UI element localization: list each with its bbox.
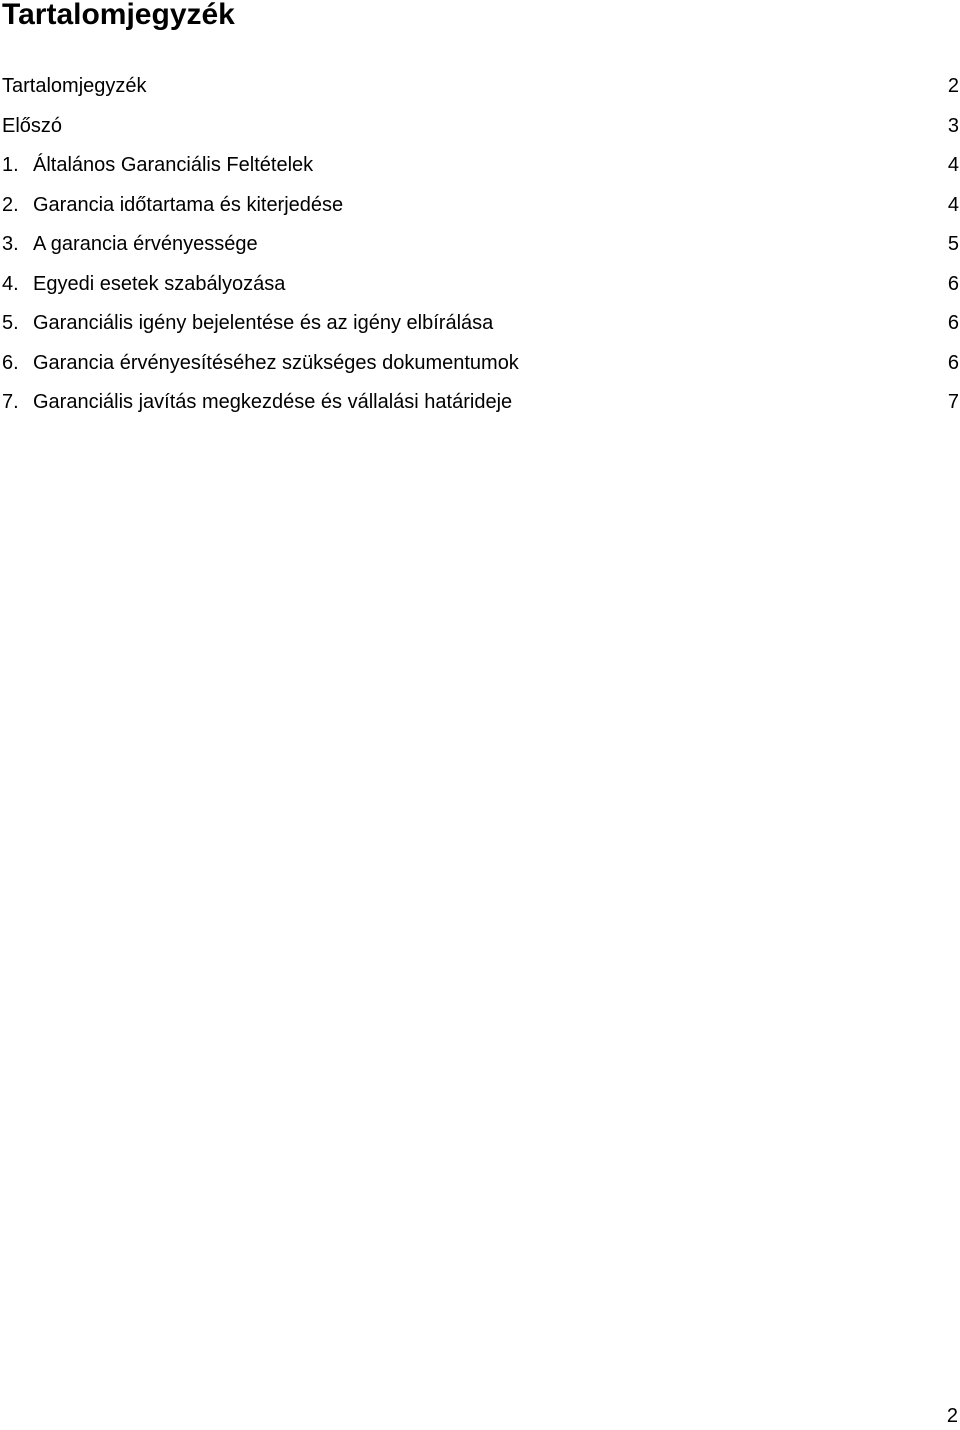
toc-entry-text: Garancia érvényesítéséhez szükséges dokumentumok xyxy=(33,351,519,374)
toc-entry-number: 1. xyxy=(2,154,19,176)
toc-entry-text: Általános Garanciális Feltételek xyxy=(33,154,314,176)
toc-entry-number: 2. xyxy=(2,193,19,216)
toc-entry-page: 5 xyxy=(947,233,959,255)
toc-entry-text: Garanciális javítás megkezdése és vállalási határideje xyxy=(33,391,513,413)
toc-entry-number: 3. xyxy=(2,233,19,255)
page-number: 2 xyxy=(946,1405,958,1427)
toc-entry-text: Tartalomjegyzék xyxy=(2,75,147,97)
toc-entry-page: 6 xyxy=(947,312,959,334)
toc-entry-page: 2 xyxy=(947,75,959,97)
page-title: Tartalomjegyzék xyxy=(2,0,235,31)
toc-entry-foreword[interactable] xyxy=(2,107,960,147)
toc-entry-section-6[interactable] xyxy=(2,344,960,384)
toc-entry-page: 4 xyxy=(947,154,959,176)
toc-entry-number: 7. xyxy=(2,391,19,413)
toc-entry-number: 5. xyxy=(2,312,19,334)
toc-entry-section-5[interactable] xyxy=(2,304,960,344)
toc-entry-section-3[interactable] xyxy=(2,225,960,265)
toc-entry-contents[interactable] xyxy=(2,67,960,107)
toc-entry-section-1[interactable] xyxy=(2,146,960,186)
toc-entry-page: 6 xyxy=(947,351,959,374)
toc-entry-section-2[interactable] xyxy=(2,186,960,226)
toc-entry-number: 4. xyxy=(2,272,19,295)
toc-entry-page: 3 xyxy=(947,114,959,137)
toc-entry-text: A garancia érvényessége xyxy=(33,233,258,255)
toc-entry-page: 4 xyxy=(947,193,959,216)
toc-entry-text: Garancia időtartama és kiterjedése xyxy=(33,193,344,216)
toc-entry-number: 6. xyxy=(2,351,19,374)
table-of-contents xyxy=(2,67,960,423)
toc-entry-text: Egyedi esetek szabályozása xyxy=(33,272,286,295)
toc-entry-text: Garanciális igény bejelentése és az igény elbírálása xyxy=(33,312,494,334)
toc-entry-page: 6 xyxy=(947,272,959,295)
toc-entry-text: Előszó xyxy=(2,114,63,137)
toc-entry-section-4[interactable] xyxy=(2,265,960,305)
toc-entry-page: 7 xyxy=(947,391,959,413)
toc-entry-section-7[interactable] xyxy=(2,383,960,423)
